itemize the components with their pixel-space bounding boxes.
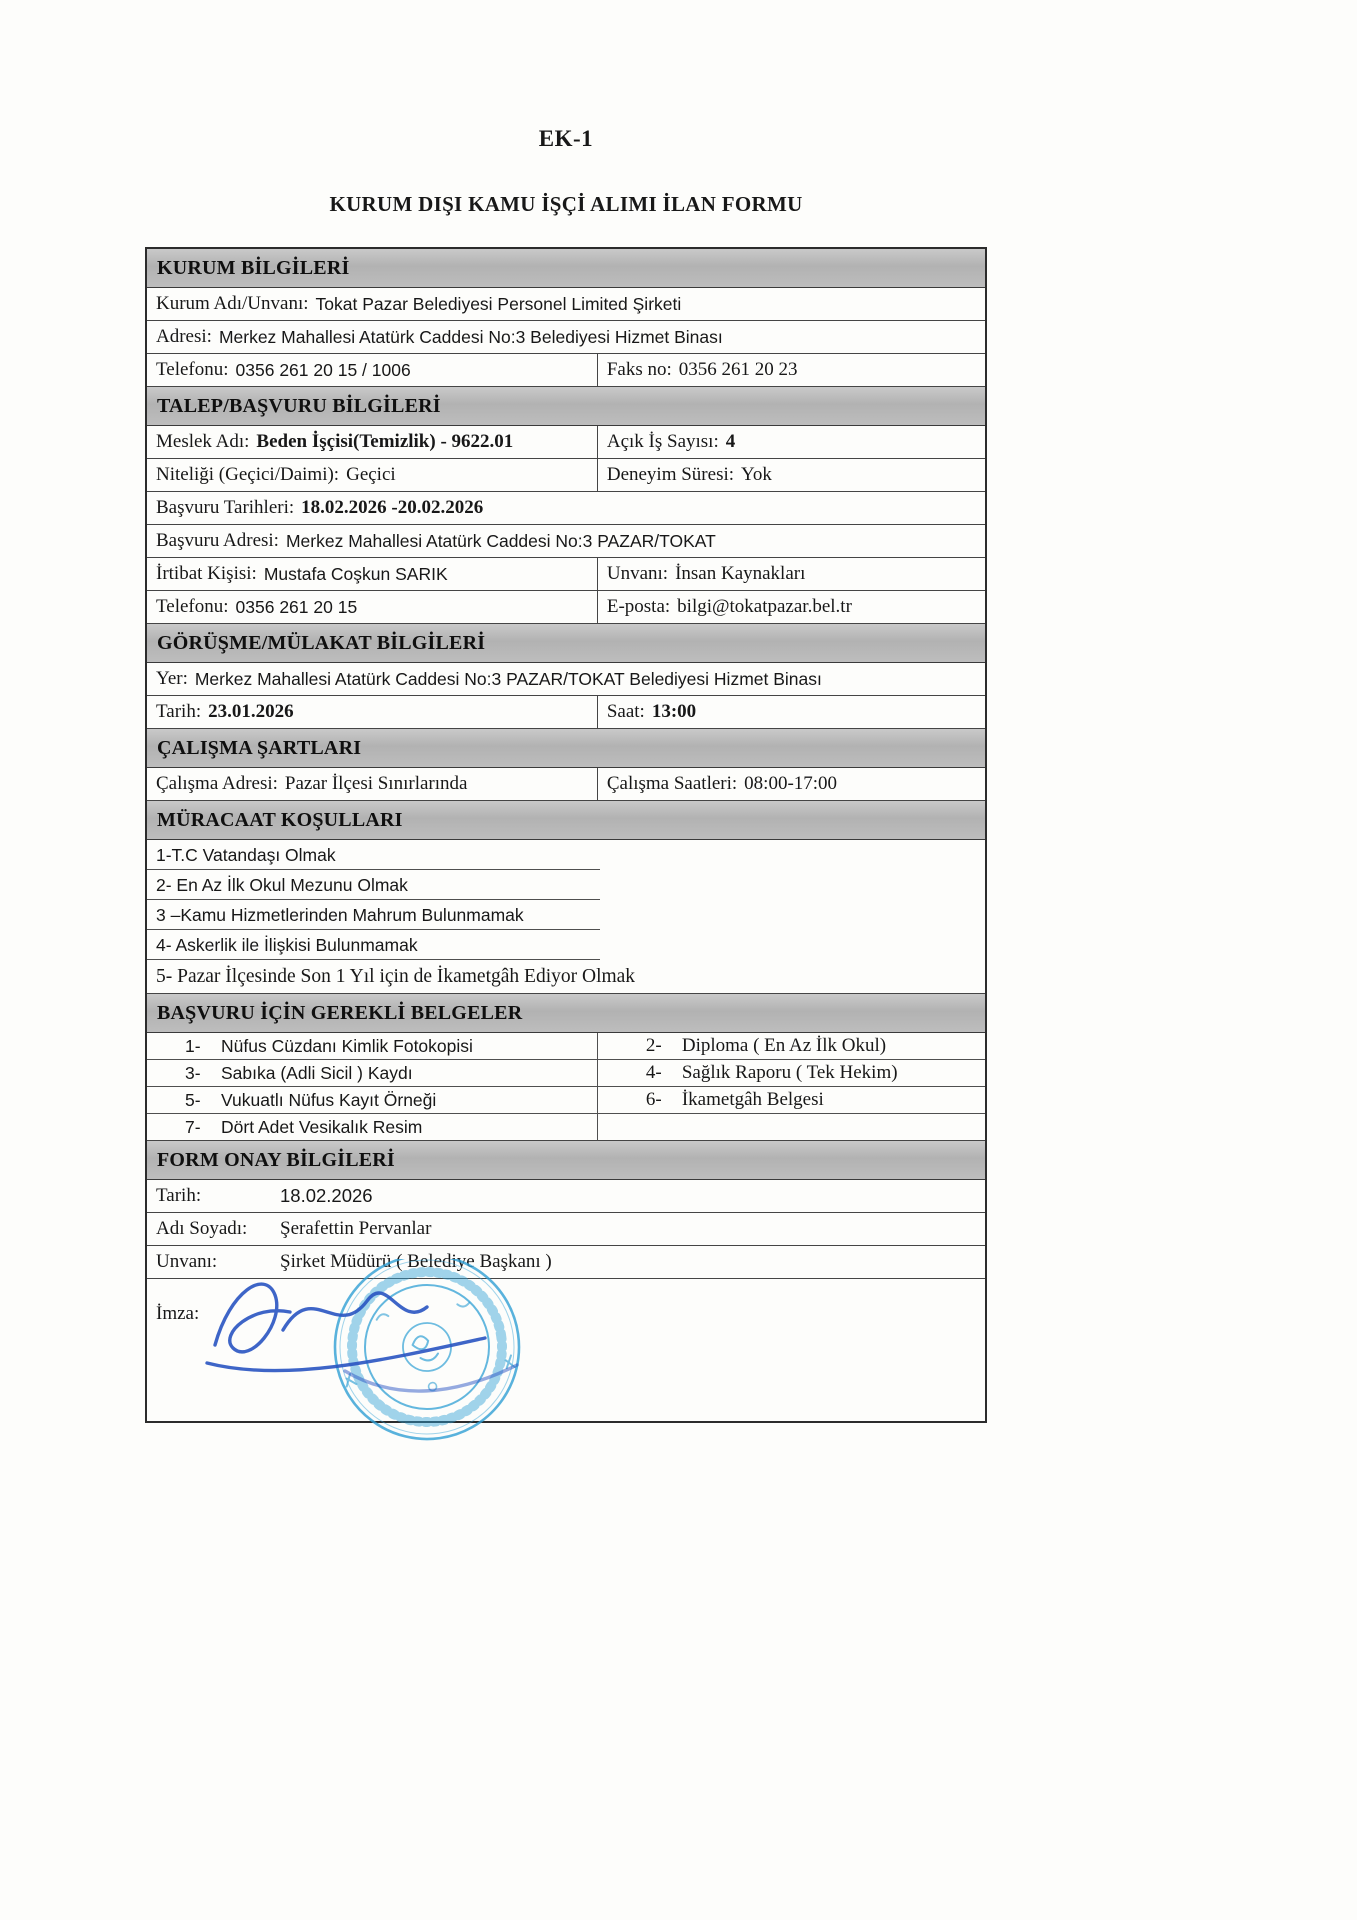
field-value: Şerafettin Pervanlar [280, 1218, 432, 1239]
list-item: 2- En Az İlk Okul Mezunu Olmak [147, 870, 985, 900]
signature-stamp-art [195, 1259, 665, 1477]
field-value: Beden İşçisi(Temizlik) - 9622.01 [256, 431, 514, 452]
field-label: Başvuru Adresi: [156, 530, 279, 551]
row-telefon-faks [147, 354, 985, 387]
field-deneyim [598, 459, 985, 491]
field-nitelik [147, 459, 598, 491]
document [145, 0, 987, 1423]
field-value: Mustafa Coşkun SARIK [263, 563, 448, 584]
field-value: 18.02.2026 [280, 1185, 373, 1206]
field-label: Faks no: [606, 359, 672, 380]
row-onay-tarih [147, 1180, 985, 1213]
field-calisma-adres [147, 768, 598, 800]
belge-text: Dört Adet Vesikalık Resim [221, 1116, 423, 1137]
belge-text: Vukuatlı Nüfus Kayıt Örneği [221, 1089, 437, 1110]
row-tarih-saat [147, 696, 985, 729]
row-yer [147, 663, 985, 696]
belge-text: Sağlık Raporu ( Tek Hekim) [681, 1062, 898, 1083]
belge-num: 2- [645, 1035, 662, 1056]
field-basvuru-adres [147, 525, 985, 557]
signature [207, 1284, 517, 1391]
field-value: 0356 261 20 15 [235, 596, 358, 617]
field-telefon2 [147, 591, 598, 623]
field-label: Saat: [606, 701, 645, 722]
field-value: Tokat Pazar Belediyesi Personel Limited Şirketi [315, 293, 682, 314]
field-value: İnsan Kaynakları [675, 563, 806, 584]
belge-item [598, 1033, 985, 1060]
form-table [145, 247, 987, 1423]
row-onay-ad-soyad [147, 1213, 985, 1246]
field-label: Adresi: [156, 326, 212, 347]
field-value: Geçici [346, 464, 396, 485]
belge-num: 5- [185, 1089, 201, 1110]
section-header-gerekli-belgeler: BAŞVURU İÇİN GEREKLİ BELGELER [147, 994, 985, 1033]
belge-num: 1- [185, 1035, 201, 1056]
field-faks [598, 354, 985, 386]
row-telefon-eposta [147, 591, 985, 624]
row-basvuru-tarihleri [147, 492, 985, 525]
field-value: 18.02.2026 -20.02.2026 [301, 497, 484, 518]
field-label: İmza: [156, 1303, 200, 1324]
row-kurum-adi [147, 288, 985, 321]
field-value: 23.01.2026 [208, 701, 294, 722]
muracaat-list [147, 840, 985, 994]
belge-text: Sabıka (Adli Sicil ) Kaydı [221, 1062, 413, 1083]
row-irtibat [147, 558, 985, 591]
field-label: Meslek Adı: [156, 431, 250, 452]
row-calisma [147, 768, 985, 801]
belge-item [147, 1114, 598, 1141]
belge-text: İkametgâh Belgesi [681, 1089, 824, 1110]
list-item: 3 –Kamu Hizmetlerinden Mahrum Bulunmamak [147, 900, 985, 930]
field-label: Tarih: [156, 701, 202, 722]
field-label: İrtibat Kişisi: [156, 563, 257, 584]
field-basvuru-tarihleri [147, 492, 985, 524]
belge-text: Diploma ( En Az İlk Okul) [681, 1035, 887, 1056]
row-adres [147, 321, 985, 354]
belge-item [598, 1060, 985, 1087]
field-gorusme-tarih [147, 696, 598, 728]
field-label: Açık İş Sayısı: [606, 431, 719, 452]
belge-num: 6- [645, 1089, 662, 1110]
field-label: Unvanı: [606, 563, 669, 584]
list-item: 5- Pazar İlçesinde Son 1 Yıl için de İkametgâh Ediyor Olmak [147, 960, 985, 994]
field-label: Başvuru Tarihleri: [156, 497, 295, 518]
row-imza [147, 1279, 985, 1421]
section-header-form-onay: FORM ONAY BİLGİLERİ [147, 1141, 985, 1180]
field-label: E-posta: [606, 596, 671, 617]
section-header-gorusme-mulakat: GÖRÜŞME/MÜLAKAT BİLGİLERİ [147, 624, 985, 663]
field-value: Yok [741, 464, 772, 485]
field-value: 13:00 [651, 701, 697, 722]
field-label: Telefonu: [156, 359, 229, 380]
field-irtibat [147, 558, 598, 590]
belge-item [147, 1087, 598, 1114]
section-header-calisma-sartlari: ÇALIŞMA ŞARTLARI [147, 729, 985, 768]
belgeler-table [147, 1033, 985, 1141]
field-label: Çalışma Adresi: [156, 773, 278, 794]
field-value: Şirket Müdürü ( Belediye Başkanı ) [280, 1251, 552, 1272]
belge-item [598, 1087, 985, 1114]
document-title: KURUM DIŞI KAMU İŞÇİ ALIMI İLAN FORMU [329, 192, 803, 216]
field-kurum-adi [147, 288, 985, 320]
field-label: Niteliği (Geçici/Daimi): [156, 464, 340, 485]
field-label: Telefonu: [156, 596, 229, 617]
stamp-icon [323, 1259, 531, 1451]
belge-num: 4- [645, 1062, 662, 1083]
field-calisma-saatleri [598, 768, 985, 800]
field-yer [147, 663, 985, 695]
field-label: Yer: [156, 668, 188, 689]
section-header-talep-basvuru: TALEP/BAŞVURU BİLGİLERİ [147, 387, 985, 426]
field-value: Merkez Mahallesi Atatürk Caddesi No:3 PAZAR/TOKAT Belediyesi Hizmet Binası [194, 668, 822, 689]
field-value: 0356 261 20 23 [678, 359, 798, 380]
field-eposta [598, 591, 985, 623]
list-item: 4- Askerlik ile İlişkisi Bulunmamak [147, 930, 985, 960]
field-label: Deneyim Süresi: [606, 464, 735, 485]
field-label: Unvanı: [156, 1251, 218, 1272]
doc-code: EK-1 [538, 126, 594, 151]
field-value: 4 [725, 431, 736, 452]
list-item: 1-T.C Vatandaşı Olmak [147, 840, 985, 870]
belge-num: 3- [185, 1062, 201, 1083]
belge-text: Nüfus Cüzdanı Kimlik Fotokopisi [221, 1035, 473, 1056]
section-header-kurum-bilgileri: KURUM BİLGİLERİ [147, 249, 985, 288]
row-basvuru-adres [147, 525, 985, 558]
field-telefon [147, 354, 598, 386]
field-value: Merkez Mahallesi Atatürk Caddesi No:3 Belediyesi Hizmet Binası [218, 326, 723, 347]
belge-item-empty [598, 1114, 985, 1141]
field-value: 0356 261 20 15 / 1006 [235, 359, 411, 380]
field-label: Çalışma Saatleri: [606, 773, 738, 794]
field-value: Merkez Mahallesi Atatürk Caddesi No:3 PAZAR/TOKAT [285, 530, 716, 551]
field-meslek [147, 426, 598, 458]
section-header-muracaat-kosullari: MÜRACAAT KOŞULLARI [147, 801, 985, 840]
field-unvan [598, 558, 985, 590]
field-label: Adı Soyadı: [156, 1218, 248, 1239]
field-label: Tarih: [156, 1185, 202, 1206]
belge-num: 7- [185, 1116, 201, 1137]
field-label: Kurum Adı/Unvanı: [156, 293, 309, 314]
row-meslek [147, 426, 985, 459]
field-value: bilgi@tokatpazar.bel.tr [677, 596, 852, 617]
field-value: 08:00-17:00 [744, 773, 838, 794]
field-gorusme-saat [598, 696, 985, 728]
row-nitelik [147, 459, 985, 492]
field-adres [147, 321, 985, 353]
belge-item [147, 1033, 598, 1060]
field-acik-is [598, 426, 985, 458]
field-value: Pazar İlçesi Sınırlarında [284, 773, 468, 794]
belge-item [147, 1060, 598, 1087]
row-onay-unvan [147, 1246, 985, 1279]
